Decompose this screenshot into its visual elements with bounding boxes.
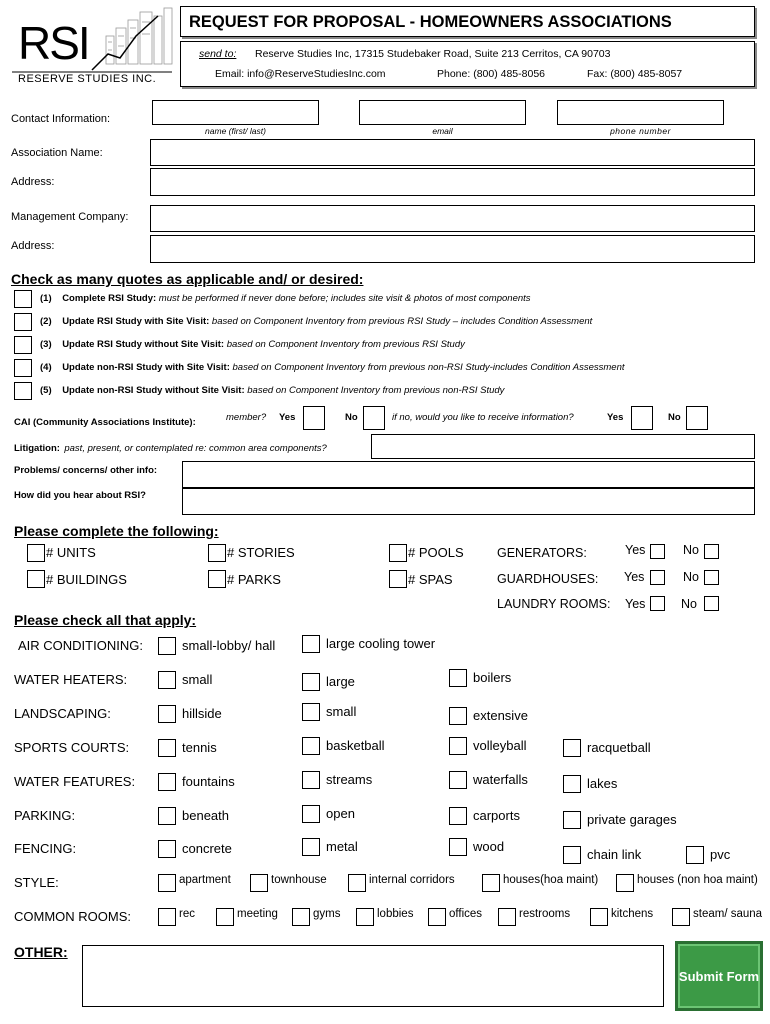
- quote-number: (4): [40, 362, 52, 373]
- check-row-label: SPORTS COURTS:: [14, 740, 130, 755]
- litigation-row: [14, 438, 327, 456]
- cai-info-yes-checkbox[interactable]: [631, 406, 653, 430]
- quote-checkbox[interactable]: [14, 336, 32, 354]
- buildings-label: # BUILDINGS: [46, 572, 127, 587]
- option-checkbox[interactable]: [250, 874, 268, 892]
- option-label: meeting: [237, 908, 278, 920]
- option-checkbox[interactable]: [158, 773, 176, 791]
- option-checkbox[interactable]: [158, 807, 176, 825]
- phone-hint: phone number: [610, 126, 671, 136]
- quote-number: (5): [40, 385, 52, 396]
- problems-label: Problems/ concerns/ other info:: [14, 465, 158, 476]
- laundry-rooms-label: LAUNDRY ROOMS:: [497, 597, 611, 611]
- laundry-no-checkbox[interactable]: [704, 596, 719, 611]
- submit-form-button[interactable]: [675, 941, 763, 1011]
- option-checkbox[interactable]: [616, 874, 634, 892]
- option-checkbox[interactable]: [449, 737, 467, 755]
- name-field[interactable]: [152, 100, 319, 125]
- option-checkbox[interactable]: [158, 705, 176, 723]
- option-label: tennis: [182, 740, 217, 755]
- complete-heading: Please complete the following:: [14, 523, 219, 539]
- quote-item: [40, 293, 531, 304]
- units-checkbox[interactable]: [27, 544, 45, 562]
- generators-yes-label: Yes: [625, 543, 646, 557]
- quote-item: [40, 362, 625, 373]
- quote-title: Update RSI Study without Site Visit:: [62, 339, 225, 350]
- quote-description: based on Component Inventory from previous non-RSI Study-includes Condition Assessment: [232, 362, 625, 373]
- spas-label: # SPAS: [408, 572, 453, 587]
- generators-yes-checkbox[interactable]: [650, 544, 665, 559]
- option-label: houses (non hoa maint): [637, 874, 758, 886]
- title-box: [180, 6, 755, 37]
- litigation-label: Litigation:: [14, 443, 60, 454]
- quote-description: based on Component Inventory from previous RSI Study: [226, 339, 465, 350]
- address-label: Address:: [11, 176, 55, 188]
- option-checkbox[interactable]: [216, 908, 234, 926]
- check-row-label: STYLE:: [14, 875, 59, 890]
- pools-label: # POOLS: [408, 545, 464, 560]
- quote-item: [40, 339, 465, 350]
- cai-info-no-checkbox[interactable]: [686, 406, 708, 430]
- option-label: large: [326, 674, 355, 689]
- option-label: metal: [326, 839, 358, 854]
- quote-description: must be performed if never done before; includes site visit & photos of most components: [158, 293, 531, 304]
- quote-description: based on Component Inventory from previous non-RSI Study: [247, 385, 505, 396]
- option-checkbox[interactable]: [158, 908, 176, 926]
- rsi-email: Email: info@ReserveStudiesInc.com: [215, 68, 386, 80]
- option-checkbox[interactable]: [449, 771, 467, 789]
- option-checkbox[interactable]: [302, 635, 320, 653]
- generators-label: GENERATORS:: [497, 546, 587, 560]
- check-row-label: WATER FEATURES:: [14, 774, 136, 789]
- association-name-field[interactable]: [150, 139, 755, 166]
- management-address-label: Address:: [11, 240, 55, 252]
- option-label: extensive: [473, 708, 528, 723]
- laundry-no-label: No: [681, 597, 697, 611]
- option-label: boilers: [473, 670, 512, 685]
- name-hint: name (first/ last): [205, 126, 266, 136]
- quote-checkbox[interactable]: [14, 359, 32, 377]
- hear-about-label: How did you hear about RSI?: [14, 490, 146, 501]
- logo-text: RSI: [18, 17, 89, 69]
- option-checkbox[interactable]: [302, 771, 320, 789]
- option-checkbox[interactable]: [563, 775, 581, 793]
- quote-number: (1): [40, 293, 52, 304]
- cai-info-question: if no, would you like to receive information?: [392, 412, 574, 423]
- option-checkbox[interactable]: [449, 669, 467, 687]
- option-checkbox[interactable]: [672, 908, 690, 926]
- option-label: hillside: [182, 706, 222, 721]
- option-checkbox[interactable]: [302, 703, 320, 721]
- check-row-label: AIR CONDITIONING:: [18, 638, 143, 653]
- quote-item: [40, 316, 592, 327]
- pools-checkbox[interactable]: [389, 544, 407, 562]
- check-row-label: FENCING:: [14, 841, 77, 856]
- laundry-yes-label: Yes: [625, 597, 646, 611]
- laundry-yes-checkbox[interactable]: [650, 596, 665, 611]
- guardhouses-yes-label: Yes: [624, 570, 645, 584]
- option-label: streams: [326, 772, 373, 787]
- option-label: internal corridors: [369, 874, 455, 886]
- check-row-label: COMMON ROOMS:: [14, 909, 131, 924]
- quote-title: Complete RSI Study:: [62, 293, 157, 304]
- option-label: steam/ sauna: [693, 908, 763, 920]
- option-label: large cooling tower: [326, 636, 436, 651]
- check-row-label: WATER HEATERS:: [14, 672, 128, 687]
- option-checkbox[interactable]: [302, 737, 320, 755]
- option-checkbox[interactable]: [348, 874, 366, 892]
- option-label: open: [326, 806, 355, 821]
- option-label: beneath: [182, 808, 229, 823]
- option-label: rec: [179, 908, 195, 920]
- hear-about-field[interactable]: [182, 488, 755, 515]
- cai-member-yes-checkbox[interactable]: [303, 406, 325, 430]
- option-checkbox[interactable]: [590, 908, 608, 926]
- quote-checkbox[interactable]: [14, 290, 32, 308]
- page-title: REQUEST FOR PROPOSAL - HOMEOWNERS ASSOCIATIONS: [189, 13, 672, 31]
- quote-number: (3): [40, 339, 52, 350]
- option-label: restrooms: [519, 908, 571, 920]
- email-hint: email: [432, 126, 453, 136]
- logo: [8, 6, 176, 88]
- generators-no-checkbox[interactable]: [704, 544, 719, 559]
- option-checkbox[interactable]: [158, 637, 176, 655]
- option-label: townhouse: [271, 874, 327, 886]
- option-checkbox[interactable]: [158, 671, 176, 689]
- quote-item: [40, 385, 504, 396]
- guardhouses-label: GUARDHOUSES:: [497, 572, 599, 586]
- option-label: lakes: [587, 776, 618, 791]
- option-checkbox[interactable]: [449, 838, 467, 856]
- option-checkbox[interactable]: [563, 846, 581, 864]
- option-checkbox[interactable]: [686, 846, 704, 864]
- send-to-box: [180, 41, 755, 87]
- guardhouses-yes-checkbox[interactable]: [650, 570, 665, 585]
- option-checkbox[interactable]: [292, 908, 310, 926]
- stories-checkbox[interactable]: [208, 544, 226, 562]
- units-label: # UNITS: [46, 545, 96, 560]
- option-label: carports: [473, 808, 520, 823]
- option-checkbox[interactable]: [563, 811, 581, 829]
- quote-checkbox[interactable]: [14, 382, 32, 400]
- quote-description: based on Component Inventory from previous RSI Study – includes Condition Assessment: [211, 316, 593, 327]
- option-checkbox[interactable]: [449, 707, 467, 725]
- rsi-phone: Phone: (800) 485-8056: [437, 68, 545, 80]
- option-checkbox[interactable]: [563, 739, 581, 757]
- option-checkbox[interactable]: [428, 908, 446, 926]
- contact-info-label: Contact Information:: [11, 113, 111, 125]
- other-label: OTHER:: [14, 944, 68, 960]
- option-label: wood: [473, 839, 505, 854]
- option-checkbox[interactable]: [158, 840, 176, 858]
- phone-field[interactable]: [557, 100, 724, 125]
- option-checkbox[interactable]: [482, 874, 500, 892]
- litigation-description: past, present, or contemplated re: common area components?: [64, 443, 327, 454]
- option-label: small: [182, 672, 213, 687]
- buildings-checkbox[interactable]: [27, 570, 45, 588]
- stories-label: # STORIES: [227, 545, 295, 560]
- option-label: pvc: [710, 847, 731, 862]
- submit-form-label: Submit Form: [678, 968, 760, 984]
- quotes-heading: Check as many quotes as applicable and/ or desired:: [11, 271, 364, 287]
- option-label: chain link: [587, 847, 642, 862]
- cai-member-no-checkbox[interactable]: [363, 406, 385, 430]
- option-checkbox[interactable]: [356, 908, 374, 926]
- option-checkbox[interactable]: [158, 739, 176, 757]
- parks-checkbox[interactable]: [208, 570, 226, 588]
- check-all-heading: Please check all that apply:: [14, 612, 197, 628]
- option-label: lobbies: [377, 908, 414, 920]
- option-checkbox[interactable]: [158, 874, 176, 892]
- option-checkbox[interactable]: [302, 673, 320, 691]
- spas-checkbox[interactable]: [389, 570, 407, 588]
- cai-info-yes-label: Yes: [607, 412, 624, 423]
- rsi-address: Reserve Studies Inc, 17315 Studebaker Road, Suite 213 Cerritos, CA 90703: [255, 48, 611, 60]
- cai-info-no-label: No: [668, 412, 681, 423]
- option-label: waterfalls: [473, 772, 528, 787]
- problems-field[interactable]: [182, 461, 755, 488]
- quote-title: Update non-RSI Study without Site Visit:: [62, 385, 245, 396]
- check-row-label: PARKING:: [14, 808, 76, 823]
- option-checkbox[interactable]: [302, 805, 320, 823]
- cai-member-no-label: No: [345, 412, 358, 423]
- option-label: private garages: [587, 812, 677, 827]
- association-name-label: Association Name:: [11, 147, 103, 159]
- option-label: small-lobby/ hall: [182, 638, 276, 653]
- option-label: gyms: [313, 908, 341, 920]
- email-field[interactable]: [359, 100, 526, 125]
- rsi-fax: Fax: (800) 485-8057: [587, 68, 683, 80]
- quote-number: (2): [40, 316, 52, 327]
- litigation-field[interactable]: [371, 434, 755, 459]
- option-label: houses(hoa maint): [503, 874, 599, 886]
- cai-member-yes-label: Yes: [279, 412, 296, 423]
- option-label: concrete: [182, 841, 232, 856]
- logo-subtitle: RESERVE STUDIES INC.: [18, 73, 157, 85]
- option-label: racquetball: [587, 740, 651, 755]
- option-label: apartment: [179, 874, 231, 886]
- send-to-label: send to:: [199, 48, 237, 60]
- management-address-field[interactable]: [150, 235, 755, 263]
- management-company-field[interactable]: [150, 205, 755, 232]
- generators-no-label: No: [683, 543, 699, 557]
- quote-title: Update RSI Study with Site Visit:: [62, 316, 210, 327]
- option-label: volleyball: [473, 738, 527, 753]
- parks-label: # PARKS: [227, 572, 281, 587]
- option-checkbox[interactable]: [449, 807, 467, 825]
- cai-label: CAI (Community Associations Institute):: [14, 417, 196, 428]
- guardhouses-no-label: No: [683, 570, 699, 584]
- quote-checkbox[interactable]: [14, 313, 32, 331]
- option-label: offices: [449, 908, 483, 920]
- address-field[interactable]: [150, 168, 755, 196]
- option-label: small: [326, 704, 357, 719]
- check-row-label: LANDSCAPING:: [14, 706, 111, 721]
- guardhouses-no-checkbox[interactable]: [704, 570, 719, 585]
- other-field[interactable]: [82, 945, 664, 1007]
- option-label: basketball: [326, 738, 385, 753]
- option-checkbox[interactable]: [302, 838, 320, 856]
- option-checkbox[interactable]: [498, 908, 516, 926]
- management-company-label: Management Company:: [11, 211, 129, 223]
- option-label: fountains: [182, 774, 235, 789]
- cai-row: [14, 412, 196, 430]
- quote-title: Update non-RSI Study with Site Visit:: [62, 362, 230, 373]
- option-label: kitchens: [611, 908, 654, 920]
- cai-member-question: member?: [226, 412, 267, 423]
